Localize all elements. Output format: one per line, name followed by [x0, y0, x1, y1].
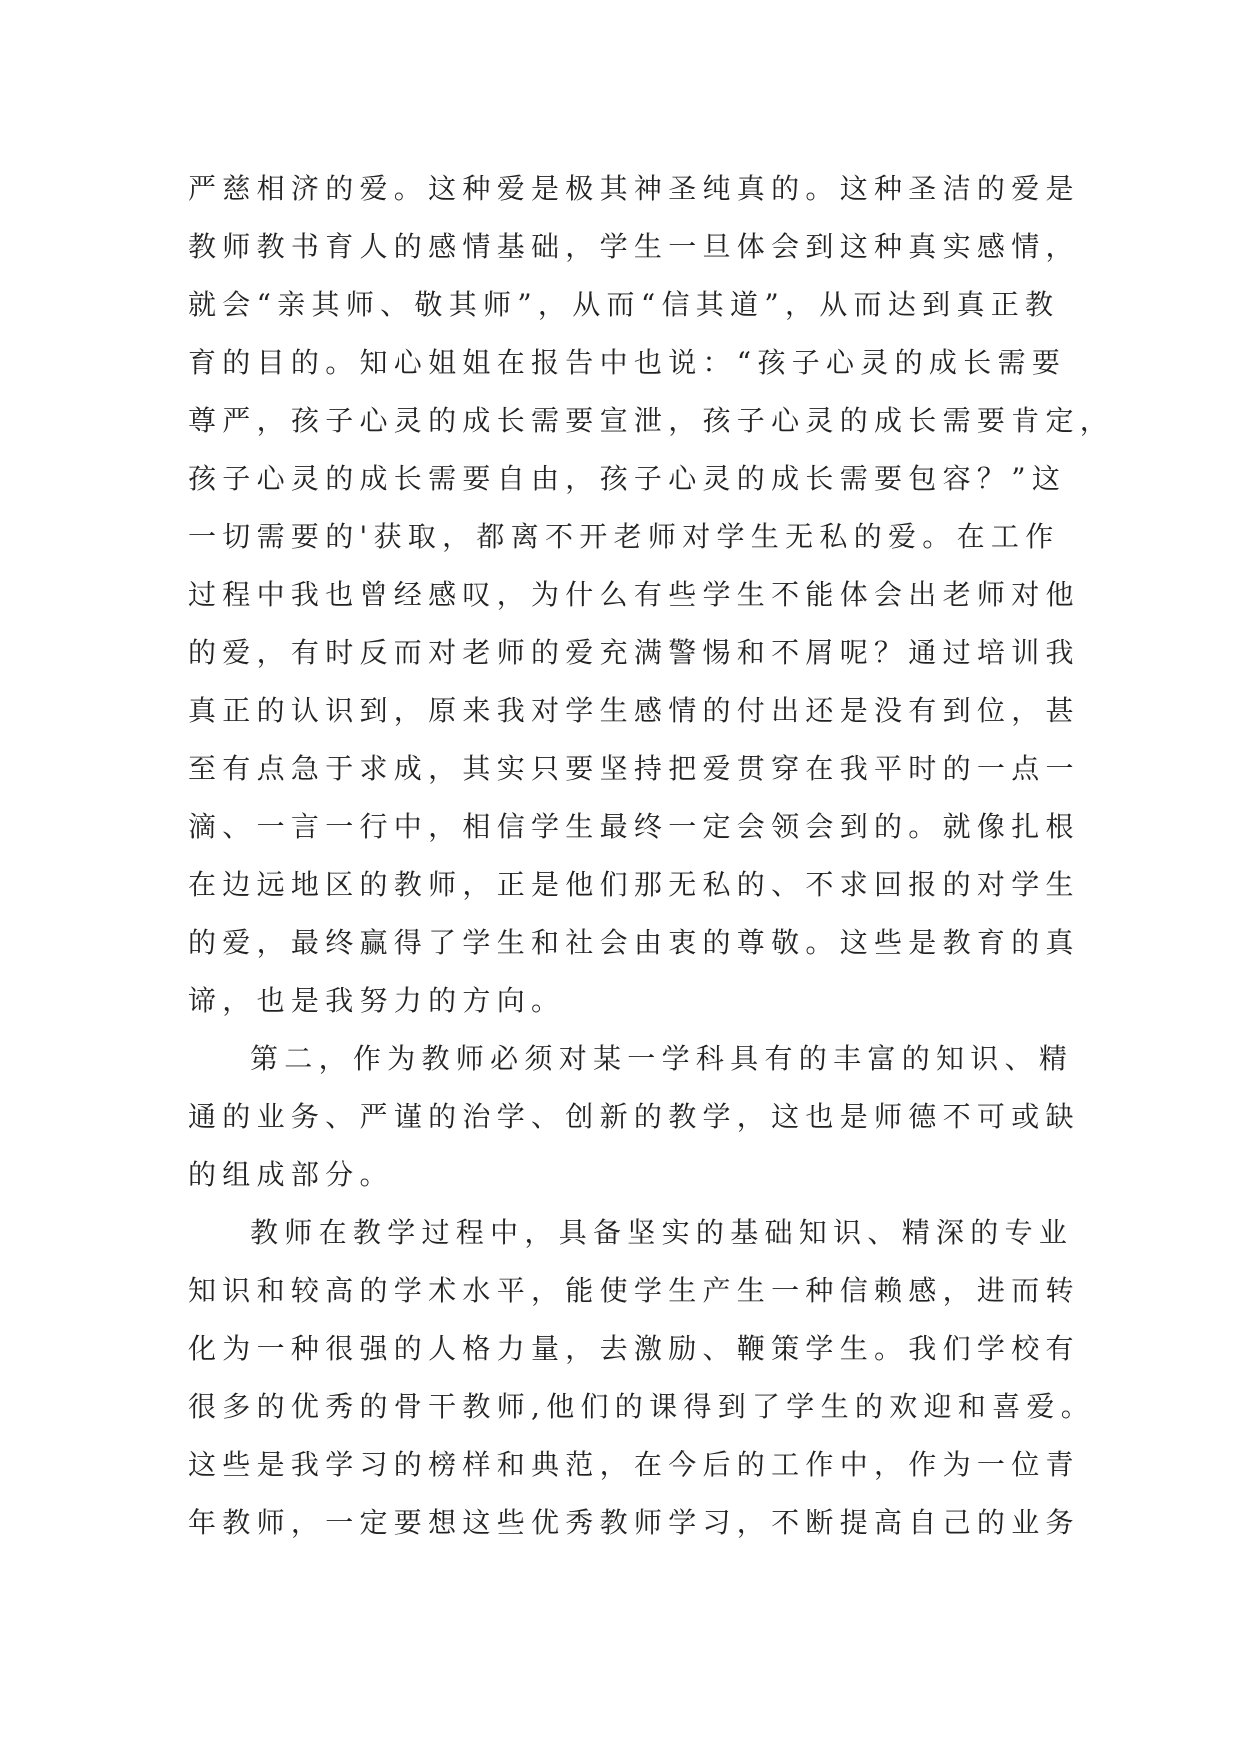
text-line: 的爱，有时反而对老师的爱充满警惕和不屑呢？通过培训我 — [188, 636, 1080, 669]
document-body — [188, 160, 1115, 1552]
text-line: 滴、一言一行中，相信学生最终一定会领会到的。就像扎根 — [188, 810, 1080, 843]
text-line: 这些是我学习的榜样和典范，在今后的工作中，作为一位青 — [188, 1448, 1080, 1481]
text-line: 教师教书育人的感情基础，学生一旦体会到这种真实感情， — [188, 230, 1080, 263]
text-line: 谛，也是我努力的方向。 — [188, 984, 566, 1017]
text-line: 孩子心灵的成长需要自由，孩子心灵的成长需要包容？”这 — [188, 462, 1067, 495]
text-line: 化为一种很强的人格力量，去激励、鞭策学生。我们学校有 — [188, 1332, 1080, 1365]
text-line: 一切需要的'获取，都离不开老师对学生无私的爱。在工作 — [188, 520, 1060, 553]
paragraph-1 — [188, 160, 1115, 1030]
text-line: 很多的优秀的骨干教师,他们的课得到了学生的欢迎和喜爱。 — [188, 1390, 1096, 1423]
text-line: 育的目的。知心姐姐在报告中也说：“孩子心灵的成长需要 — [188, 346, 1067, 379]
text-line: 就会“亲其师、敬其师”，从而“信其道”，从而达到真正教 — [188, 288, 1060, 321]
text-line: 严慈相济的爱。这种爱是极其神圣纯真的。这种圣洁的爱是 — [188, 172, 1080, 205]
text-line: 至有点急于求成，其实只要坚持把爱贯穿在我平时的一点一 — [188, 752, 1080, 785]
text-line: 知识和较高的学术水平，能使学生产生一种信赖感，进而转 — [188, 1274, 1080, 1307]
text-line: 的组成部分。 — [188, 1158, 394, 1191]
paragraph-3 — [188, 1204, 1096, 1552]
text-line: 在边远地区的教师，正是他们那无私的、不求回报的对学生 — [188, 868, 1080, 901]
text-line: 尊严，孩子心灵的成长需要宣泄，孩子心灵的成长需要肯定， — [188, 404, 1115, 437]
text-line: 年教师，一定要想这些优秀教师学习，不断提高自己的业务 — [188, 1506, 1080, 1539]
text-line: 第二，作为教师必须对某一学科具有的丰富的知识、精 — [250, 1042, 1074, 1075]
text-line: 教师在教学过程中，具备坚实的基础知识、精深的专业 — [250, 1216, 1074, 1249]
text-line: 真正的认识到，原来我对学生感情的付出还是没有到位，甚 — [188, 694, 1080, 727]
text-line: 的爱，最终赢得了学生和社会由衷的尊敬。这些是教育的真 — [188, 926, 1080, 959]
paragraph-2 — [188, 1030, 1080, 1204]
text-line: 过程中我也曾经感叹，为什么有些学生不能体会出老师对他 — [188, 578, 1080, 611]
text-line: 通的业务、严谨的治学、创新的教学，这也是师德不可或缺 — [188, 1100, 1080, 1133]
